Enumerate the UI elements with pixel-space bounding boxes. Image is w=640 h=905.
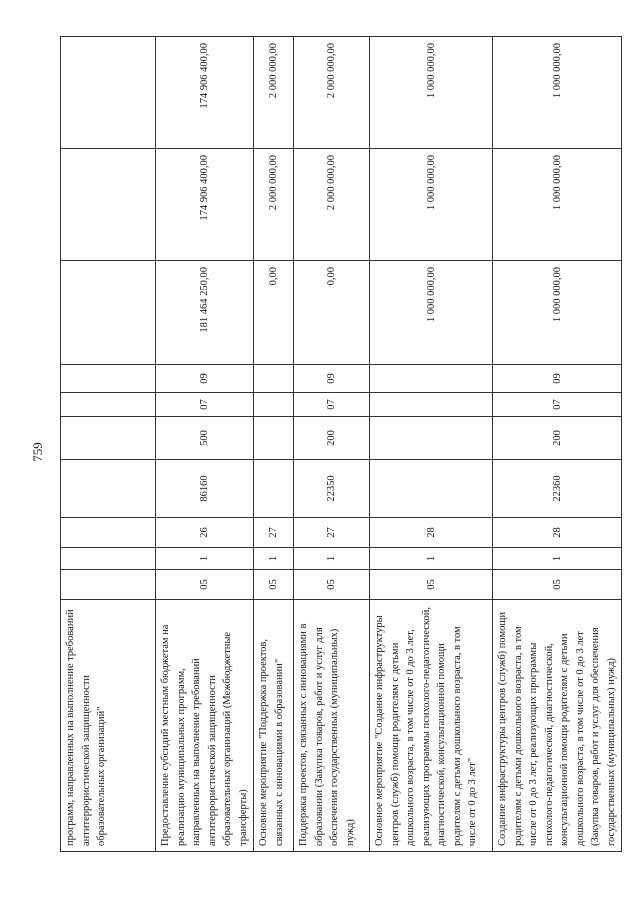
code-cell: 1 bbox=[156, 548, 254, 570]
table-row bbox=[370, 37, 493, 852]
code-cell: 1 bbox=[294, 548, 370, 570]
amount-cell bbox=[61, 261, 156, 365]
code-cell bbox=[254, 365, 294, 393]
code-cell bbox=[61, 365, 156, 393]
code-cell: 07 bbox=[156, 393, 254, 417]
code-cell: 28 bbox=[370, 518, 493, 548]
page-number: 759 bbox=[30, 442, 45, 462]
amount-cell: 1 000 000,00 bbox=[493, 261, 622, 365]
code-cell bbox=[61, 460, 156, 518]
code-cell bbox=[370, 365, 493, 393]
code-cell: 26 bbox=[156, 518, 254, 548]
amount-cell: 0,00 bbox=[254, 261, 294, 365]
code-cell bbox=[61, 417, 156, 460]
amount-cell bbox=[61, 149, 156, 261]
code-cell: 09 bbox=[493, 365, 622, 393]
code-cell: 1 bbox=[493, 548, 622, 570]
row-description: Основное мероприятие "Создание инфраструктуры центров (служб) помощи родителям с детьми дошкольного возраста, в том числе от 0 до 3 лет, реализующих программы психолого-педагогической, диагностической, консультационной помощи родителям с детьми дошкольного возраста, в том числе от 0 до 3 лет" bbox=[370, 600, 493, 852]
amount-cell: 2 000 000,00 bbox=[254, 37, 294, 149]
code-cell: 200 bbox=[493, 417, 622, 460]
code-cell: 1 bbox=[254, 548, 294, 570]
code-cell: 28 bbox=[493, 518, 622, 548]
code-cell: 09 bbox=[156, 365, 254, 393]
amount-cell: 1 000 000,00 bbox=[370, 261, 493, 365]
code-cell bbox=[370, 460, 493, 518]
amount-cell: 1 000 000,00 bbox=[493, 37, 622, 149]
code-cell bbox=[254, 417, 294, 460]
table-row bbox=[254, 37, 294, 852]
rotated-page-content bbox=[60, 37, 615, 852]
row-description: Создание инфраструктуры центров (служб) помощи родителям с детьми дошкольного возраста, в том числе от 0 до 3 лет, реализующих программы психолого-педагогической, диагностической, консультационной помощи родителям с детьми дошкольного возраста, в том числе от 0 до 3 лет (Закупка товаров, работ и услуг для обеспечения государственных (муниципальных) нужд) bbox=[493, 600, 622, 852]
budget-table bbox=[60, 36, 622, 852]
code-cell: 27 bbox=[294, 518, 370, 548]
amount-cell: 2 000 000,00 bbox=[294, 37, 370, 149]
table-row bbox=[156, 37, 254, 852]
amount-cell: 1 000 000,00 bbox=[493, 149, 622, 261]
code-cell bbox=[370, 417, 493, 460]
row-description: Поддержка проектов, связанных с инновациями в образовании (Закупка товаров, работ и услуг для обеспечения государственных (муниципальных) нужд) bbox=[294, 600, 370, 852]
code-cell: 05 bbox=[294, 570, 370, 600]
code-cell: 05 bbox=[254, 570, 294, 600]
code-cell: 86160 bbox=[156, 460, 254, 518]
code-cell bbox=[61, 518, 156, 548]
code-cell: 22350 bbox=[294, 460, 370, 518]
code-cell bbox=[254, 460, 294, 518]
code-cell: 05 bbox=[156, 570, 254, 600]
code-cell: 09 bbox=[294, 365, 370, 393]
code-cell: 07 bbox=[294, 393, 370, 417]
amount-cell: 174 906 400,00 bbox=[156, 37, 254, 149]
amount-cell: 181 464 250,00 bbox=[156, 261, 254, 365]
code-cell bbox=[61, 570, 156, 600]
amount-cell bbox=[61, 37, 156, 149]
code-cell: 05 bbox=[493, 570, 622, 600]
code-cell: 1 bbox=[370, 548, 493, 570]
code-cell: 07 bbox=[493, 393, 622, 417]
row-description: Основное мероприятие "Поддержка проектов, связанных с инновациями в образовании" bbox=[254, 600, 294, 852]
row-description: Предоставление субсидий местным бюджетам на реализацию муниципальных программ, направленных на выполнение требований антитеррористической защищенности образовательных организаций (Межбюджетные трансферты) bbox=[156, 600, 254, 852]
amount-cell: 174 906 400,00 bbox=[156, 149, 254, 261]
code-cell: 27 bbox=[254, 518, 294, 548]
amount-cell: 1 000 000,00 bbox=[370, 37, 493, 149]
amount-cell: 2 000 000,00 bbox=[294, 149, 370, 261]
code-cell bbox=[254, 393, 294, 417]
table-row bbox=[294, 37, 370, 852]
code-cell bbox=[370, 393, 493, 417]
code-cell: 200 bbox=[294, 417, 370, 460]
code-cell: 22360 bbox=[493, 460, 622, 518]
table-row bbox=[61, 37, 156, 852]
code-cell bbox=[61, 393, 156, 417]
code-cell: 05 bbox=[370, 570, 493, 600]
amount-cell: 0,00 bbox=[294, 261, 370, 365]
amount-cell: 1 000 000,00 bbox=[370, 149, 493, 261]
code-cell bbox=[61, 548, 156, 570]
table-row bbox=[493, 37, 622, 852]
code-cell: 500 bbox=[156, 417, 254, 460]
row-description: программ, направленных на выполнение требований антитеррористической защищенности образовательных организаций" bbox=[61, 600, 156, 852]
amount-cell: 2 000 000,00 bbox=[254, 149, 294, 261]
